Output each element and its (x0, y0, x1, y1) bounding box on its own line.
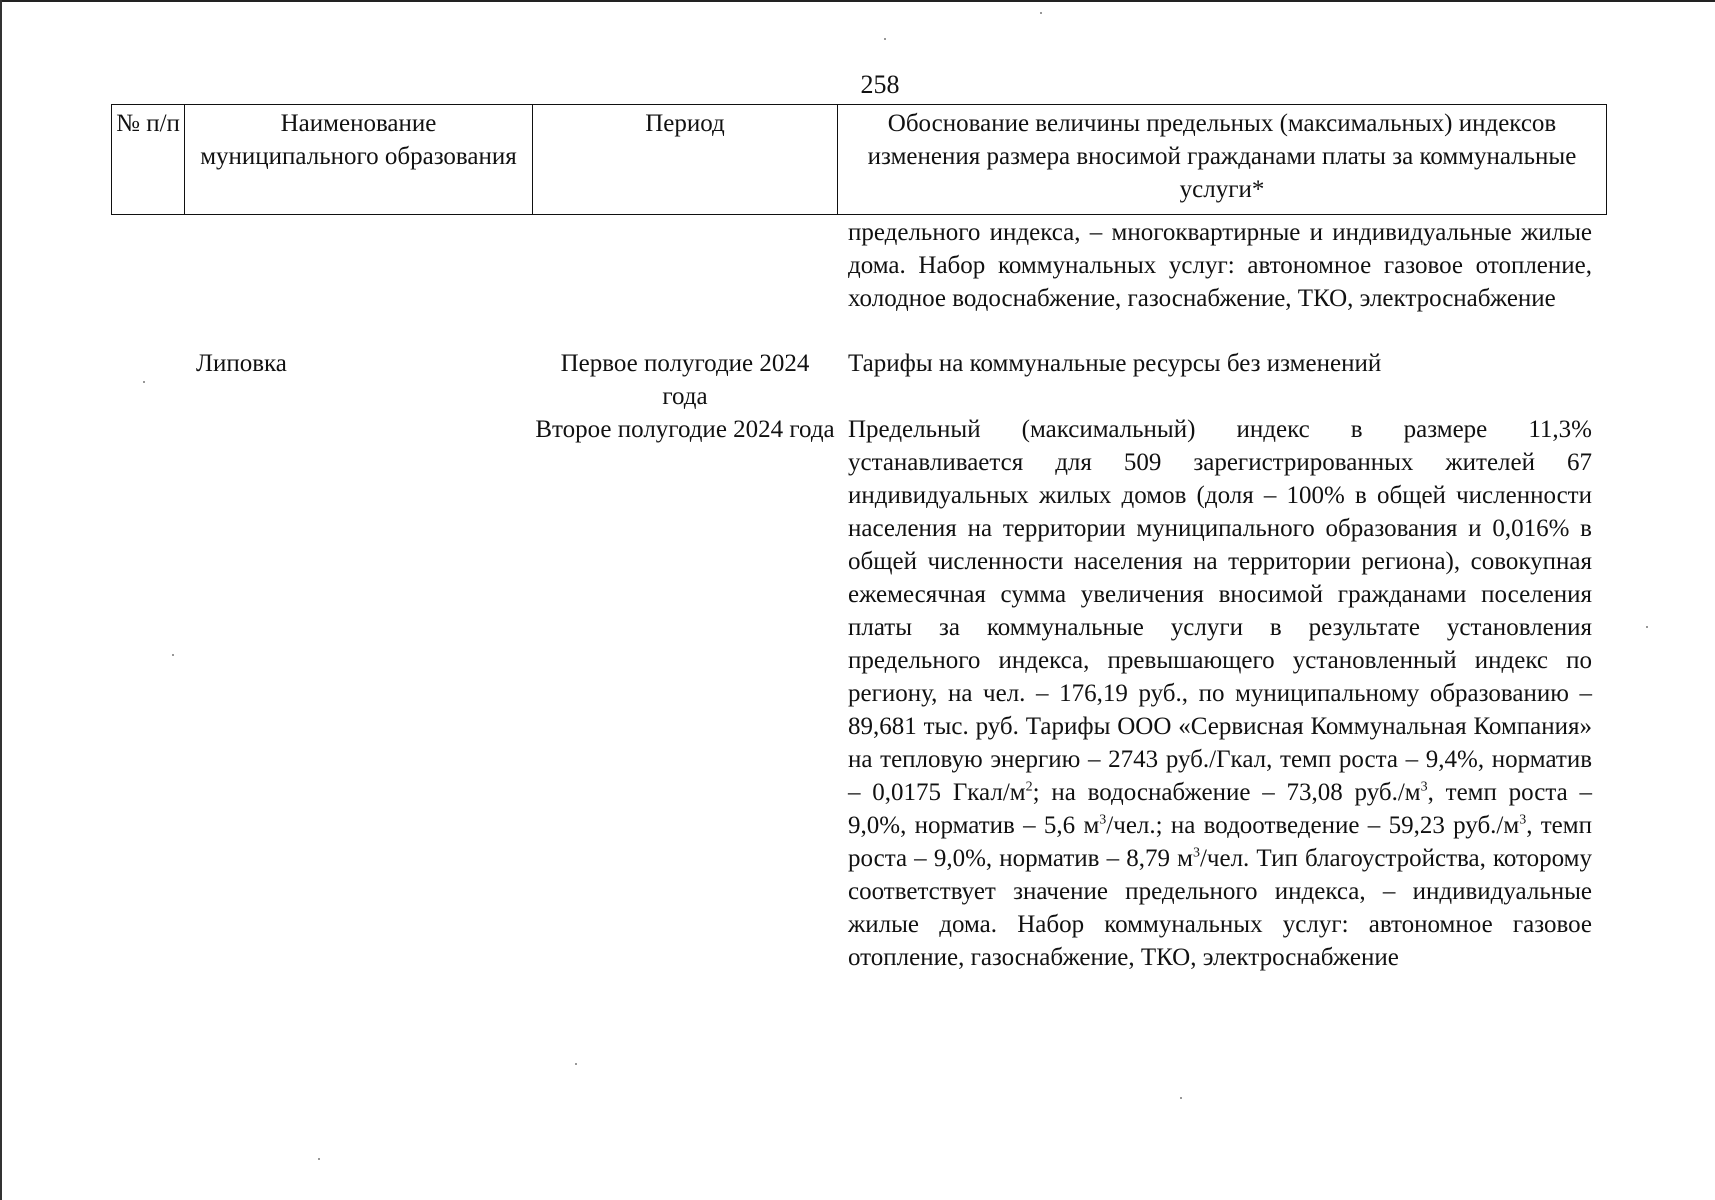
superscript: 3 (1420, 779, 1428, 795)
table-header (111, 104, 1607, 215)
period-second-half: Второе полугодие 2024 года (535, 416, 835, 443)
scan-speck (1040, 12, 1042, 14)
scan-edge-left (0, 0, 2, 1200)
continuation-text: предельного индекса, – многоквартирные и индивидуальные жилые дома. Набор коммунальных услуг: автономное газовое отопление, холодное водоснабжение, газоснабжение, ТКО, электроснабжение (848, 219, 1592, 312)
superscript: 3 (1519, 812, 1527, 828)
column-header-municipality: Наименование муниципального образования (185, 105, 533, 215)
column-header-number: № п/п (112, 105, 185, 215)
scan-speck (884, 38, 886, 40)
period-first-half: Первое полугодие 2024 года (560, 350, 810, 410)
basis-text-part: /чел.; на водоотведение – 59,23 руб./м (1106, 812, 1520, 839)
period-second-half-text (848, 413, 1592, 974)
basis-text-part: ; на водоснабжение – 73,08 руб./м (1032, 779, 1421, 806)
superscript: 2 (1025, 779, 1033, 795)
superscript: 3 (1192, 845, 1200, 861)
scan-edge-top (0, 0, 1715, 2)
basis-text-part: /чел. Тип благоустройства, которому соответствует значение предельного индекса, – индивидуальные жилые дома. Набор коммунальных услуг: автономное газовое отопление, газоснабжение, ТКО, электроснабжение (848, 845, 1592, 971)
scan-speck (143, 381, 145, 383)
municipality-name: Липовка (196, 350, 287, 377)
page-number: 258 (860, 70, 900, 99)
superscript: 3 (1099, 812, 1107, 828)
scan-speck (318, 1158, 320, 1160)
basis-text-part: Предельный (максимальный) индекс в размере 11,3% устанавливается для 509 зарегистрированных жителей 67 индивидуальных жилых домов (доля – 100% в общей численности населения на территории муниципального образования и 0,016% в общей численности населения на территории региона), совокупная ежемесячная сумма увеличения вносимой гражданами поселения платы за коммунальные услуги в результате установления предельного индекса, превышающего установленный индекс по региону, на чел. – 176,19 руб., по муниципальному образованию – 89,681 тыс. руб. Тарифы ООО «Сервисная Коммунальная Компания» на тепловую энергию – 2743 руб./Гкал, темп роста – 9,4%, норматив – 0,0175 Гкал/м (848, 416, 1592, 806)
scan-speck (1180, 1097, 1182, 1099)
basis-text-part: , темп роста – 9,0%, норматив – 8,79 м (848, 812, 1592, 872)
column-header-basis: Обоснование величины предельных (максимальных) индексов изменения размера вносимой гражданами платы за коммунальные услуги* (838, 105, 1607, 215)
column-header-period: Период (533, 105, 838, 215)
scan-speck (575, 1063, 577, 1065)
basis-text-part: , темп роста – 9,0%, норматив – 5,6 м (848, 779, 1592, 839)
scan-speck (1646, 626, 1648, 628)
period-first-half-text: Тарифы на коммунальные ресурсы без изменений (848, 350, 1382, 377)
scan-speck (172, 654, 174, 656)
